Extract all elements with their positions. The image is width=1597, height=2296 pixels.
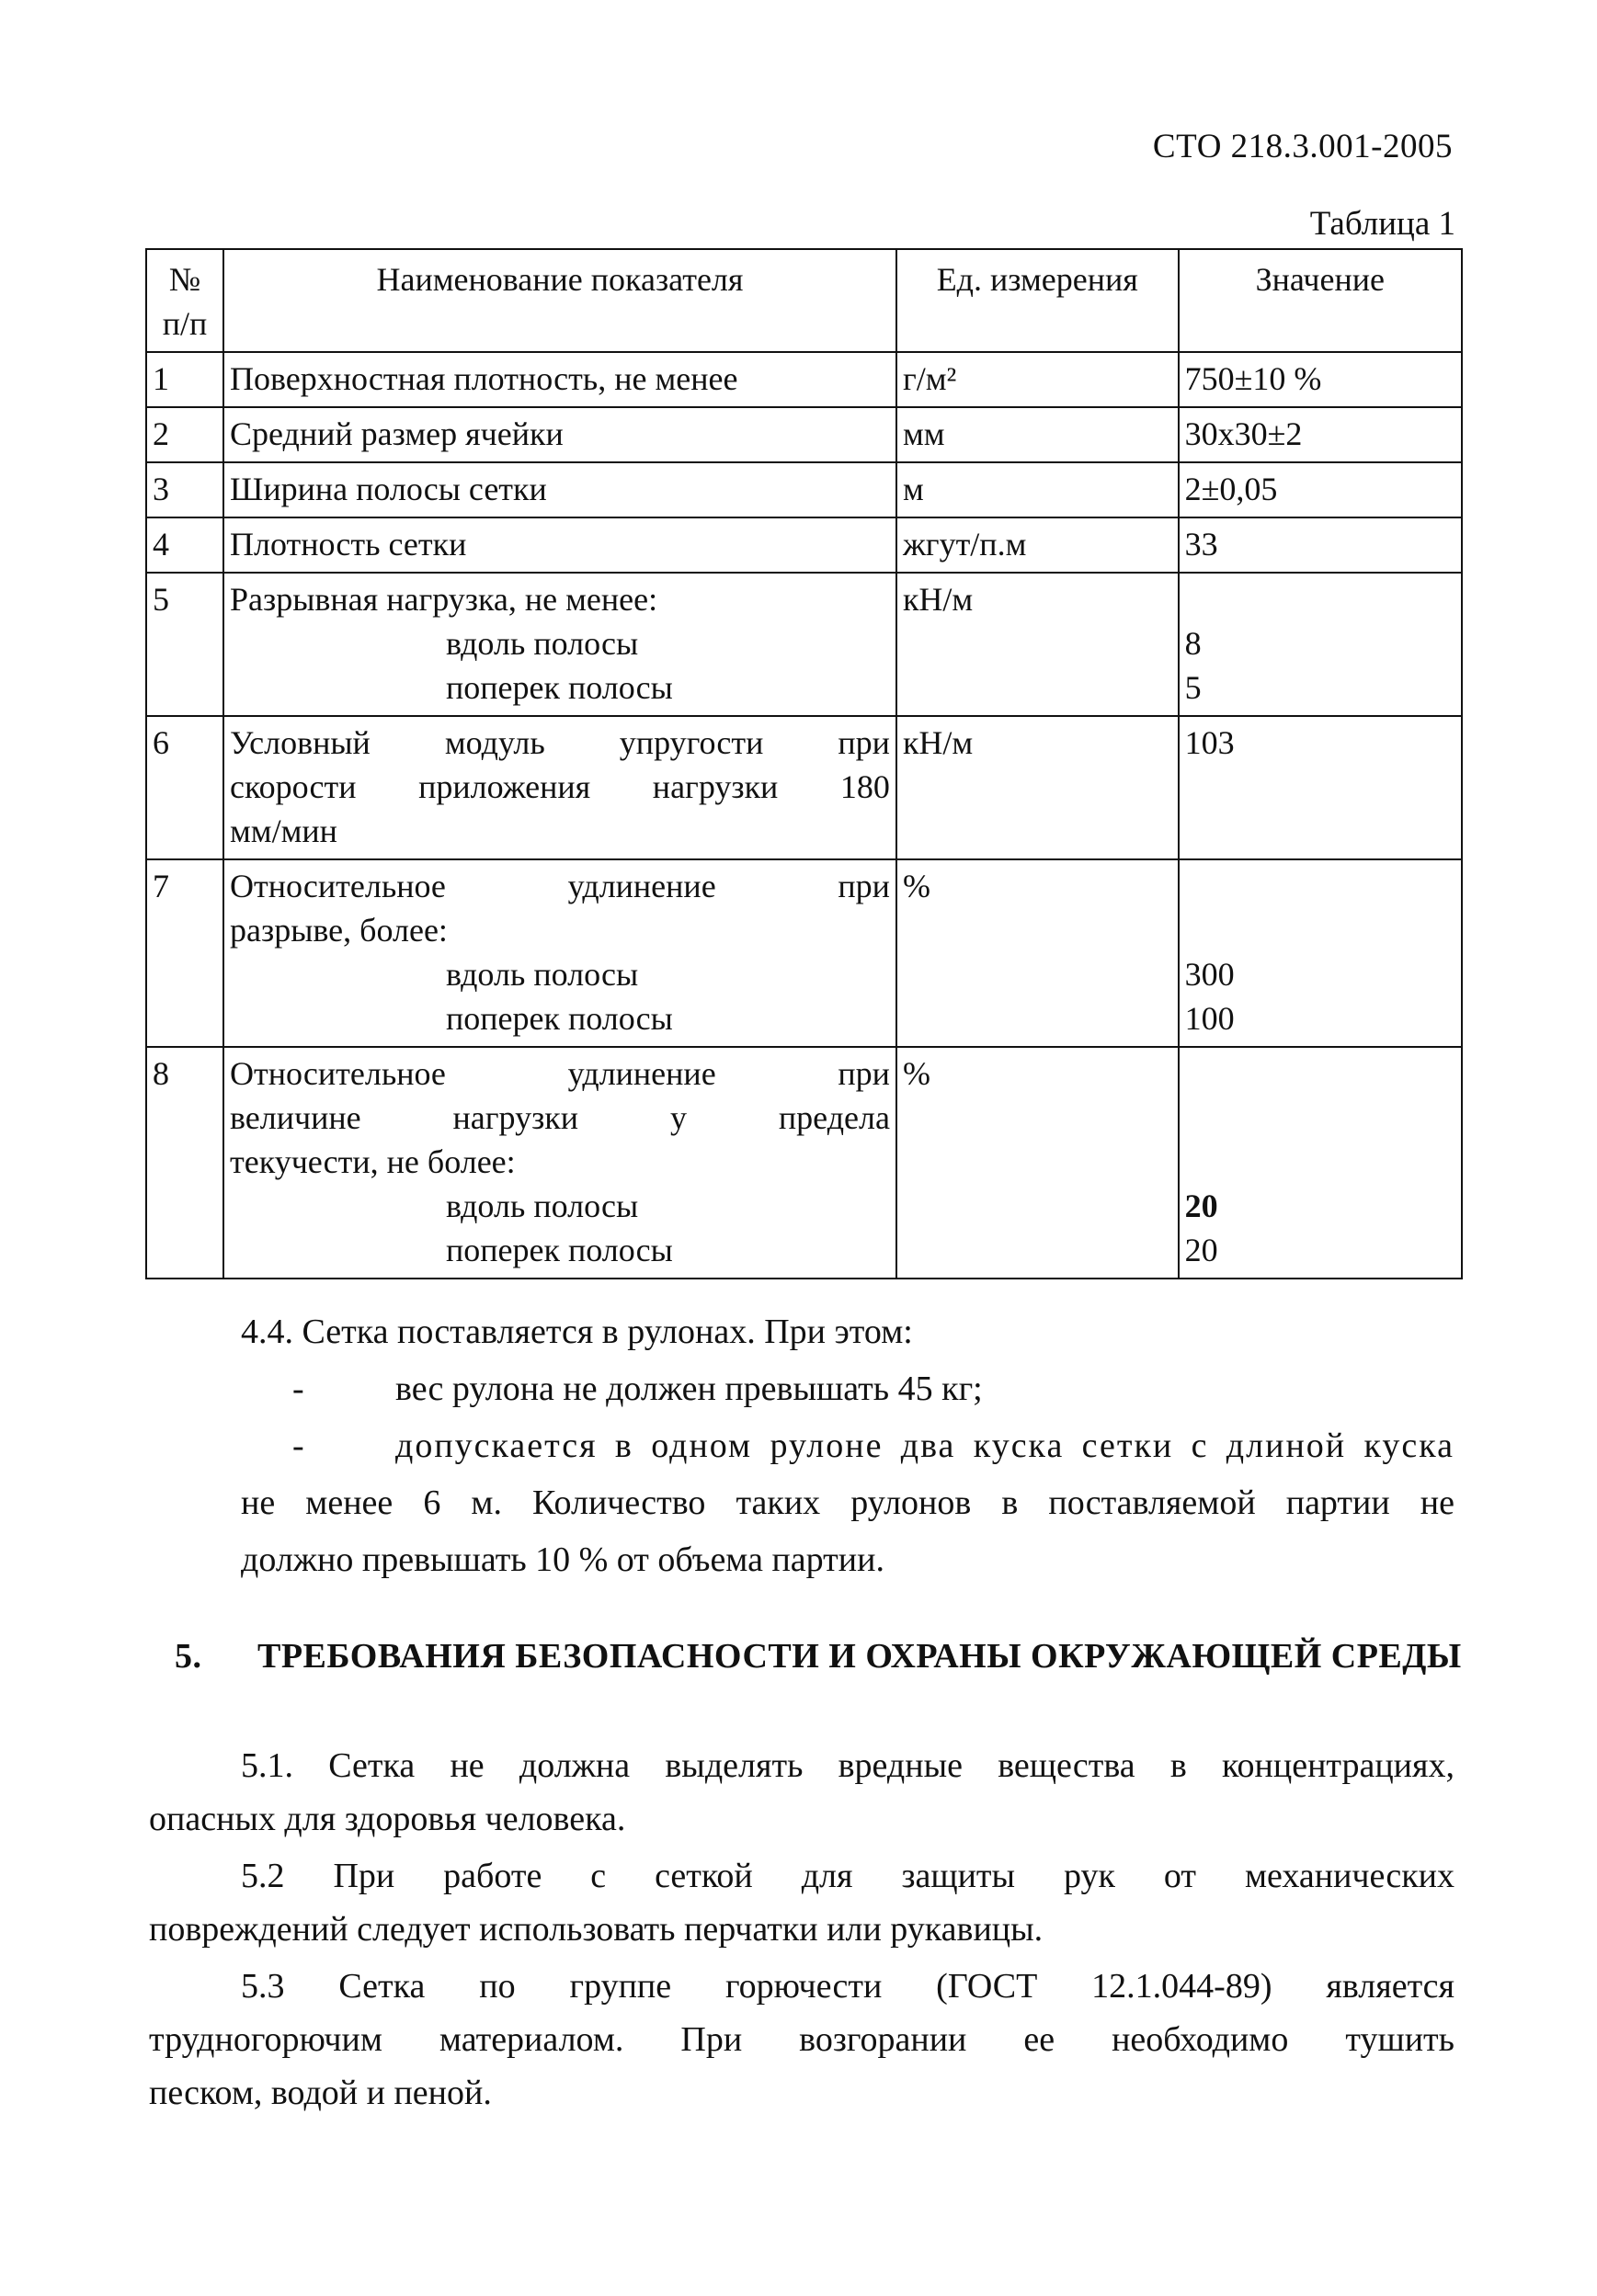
table-row (146, 716, 1462, 859)
table-row (146, 573, 1462, 716)
row-value-across: 100 (1184, 1000, 1235, 1037)
row-unit: кН/м (896, 573, 1179, 716)
row-unit: кН/м (896, 716, 1179, 859)
list-item-continuation: не менее 6 м. Количество таких рулонов в поставляемой партии не (241, 1483, 1454, 1522)
row-value-cell (1179, 859, 1462, 1047)
list-item: допускается в одном рулоне два куска сетки с длиной куска (395, 1426, 1454, 1465)
row-value-across: 20 (1184, 1232, 1218, 1268)
row-no: 7 (146, 859, 223, 1047)
row-name: Разрывная нагрузка, не менее: (230, 581, 658, 618)
row-name: Средний размер ячейки (223, 407, 896, 462)
row-value: 33 (1179, 517, 1462, 573)
paragraph-5-2-continuation: повреждений следует использовать перчатки или рукавицы. (149, 1910, 1044, 1949)
row-name-line: скорости приложения нагрузки 180 (230, 768, 890, 805)
row-no: 6 (146, 716, 223, 859)
row-name-line: Относительное удлинение при (230, 868, 890, 904)
table-row (146, 352, 1462, 407)
paragraph-5-1: 5.1. Сетка не должна выделять вредные вещества в концентрациях, (241, 1746, 1454, 1785)
row-unit: жгут/п.м (896, 517, 1179, 573)
row-sub-across: поперек полосы (446, 1232, 673, 1268)
row-name-line: Относительное удлинение при (230, 1055, 890, 1092)
row-name-line: величине нагрузки у предела (230, 1099, 890, 1136)
row-name-cell (223, 716, 896, 859)
header-value: Значение (1179, 249, 1462, 352)
table-row (146, 859, 1462, 1047)
row-unit: мм (896, 407, 1179, 462)
header-name: Наименование показателя (223, 249, 896, 352)
row-value-along: 300 (1184, 956, 1235, 993)
row-no: 4 (146, 517, 223, 573)
row-no: 2 (146, 407, 223, 462)
list-dash: - (292, 1370, 304, 1408)
section-title: ТРЕБОВАНИЯ БЕЗОПАСНОСТИ И ОХРАНЫ ОКРУЖАЮЩЕЙ СРЕДЫ (257, 1637, 1462, 1676)
list-item: вес рулона не должен превышать 45 кг; (395, 1370, 983, 1408)
row-unit: м (896, 462, 1179, 517)
row-value-along: 8 (1184, 625, 1202, 662)
paragraph-4-4: 4.4. Сетка поставляется в рулонах. При этом: (241, 1313, 913, 1351)
row-sub-along: вдоль полосы (446, 956, 639, 993)
table-row (146, 1047, 1462, 1279)
list-dash: - (292, 1426, 304, 1465)
row-no: 8 (146, 1047, 223, 1279)
row-name-cell (223, 573, 896, 716)
row-sub-across: поперек полосы (446, 1000, 673, 1037)
table-header-row (146, 249, 1462, 352)
row-sub-along: вдоль полосы (446, 625, 639, 662)
row-name-line: текучести, не более: (230, 1143, 516, 1180)
row-name-line: разрыве, более: (230, 912, 448, 949)
paragraph-5-2: 5.2 При работе с сеткой для защиты рук от механических (241, 1857, 1454, 1895)
paragraph-5-3: 5.3 Сетка по группе горючести (ГОСТ 12.1.044-89) является (241, 1967, 1454, 2006)
row-value: 2±0,05 (1179, 462, 1462, 517)
row-unit: % (896, 859, 1179, 1047)
row-sub-along: вдоль полосы (446, 1188, 639, 1224)
section-number: 5. (175, 1637, 202, 1676)
section-heading (175, 1636, 1462, 1677)
row-value: 750±10 % (1179, 352, 1462, 407)
paragraph-5-3-continuation: трудногорючим материалом. При возгорании ее необходимо тушить (149, 2020, 1454, 2059)
paragraph-5-3-continuation: песком, водой и пеной. (149, 2074, 492, 2112)
row-value-cell (1179, 573, 1462, 716)
row-name: Ширина полосы сетки (223, 462, 896, 517)
row-name-line: Условный модуль упругости при (230, 724, 890, 761)
row-unit: г/м² (896, 352, 1179, 407)
table-caption: Таблица 1 (1309, 205, 1455, 243)
row-no: 1 (146, 352, 223, 407)
table-row (146, 407, 1462, 462)
row-name-cell (223, 1047, 896, 1279)
row-name: Поверхностная плотность, не менее (223, 352, 896, 407)
row-value: 30х30±2 (1179, 407, 1462, 462)
row-name: Плотность сетки (223, 517, 896, 573)
row-name-cell (223, 859, 896, 1047)
row-value-along: 20 (1184, 1188, 1218, 1224)
row-no: 3 (146, 462, 223, 517)
table-row (146, 462, 1462, 517)
list-item-continuation: должно превышать 10 % от объема партии. (241, 1540, 884, 1579)
row-value-cell (1179, 1047, 1462, 1279)
row-no: 5 (146, 573, 223, 716)
row-unit: % (896, 1047, 1179, 1279)
document-code: СТО 218.3.001-2005 (1152, 128, 1453, 165)
header-no: № п/п (146, 249, 223, 352)
specification-table (145, 248, 1463, 1279)
row-value-across: 5 (1184, 669, 1202, 706)
row-value: 103 (1179, 716, 1462, 859)
header-unit: Ед. измерения (896, 249, 1179, 352)
table-row (146, 517, 1462, 573)
paragraph-5-1-continuation: опасных для здоровья человека. (149, 1800, 626, 1838)
row-sub-across: поперек полосы (446, 669, 673, 706)
row-name-line: мм/мин (230, 813, 337, 849)
